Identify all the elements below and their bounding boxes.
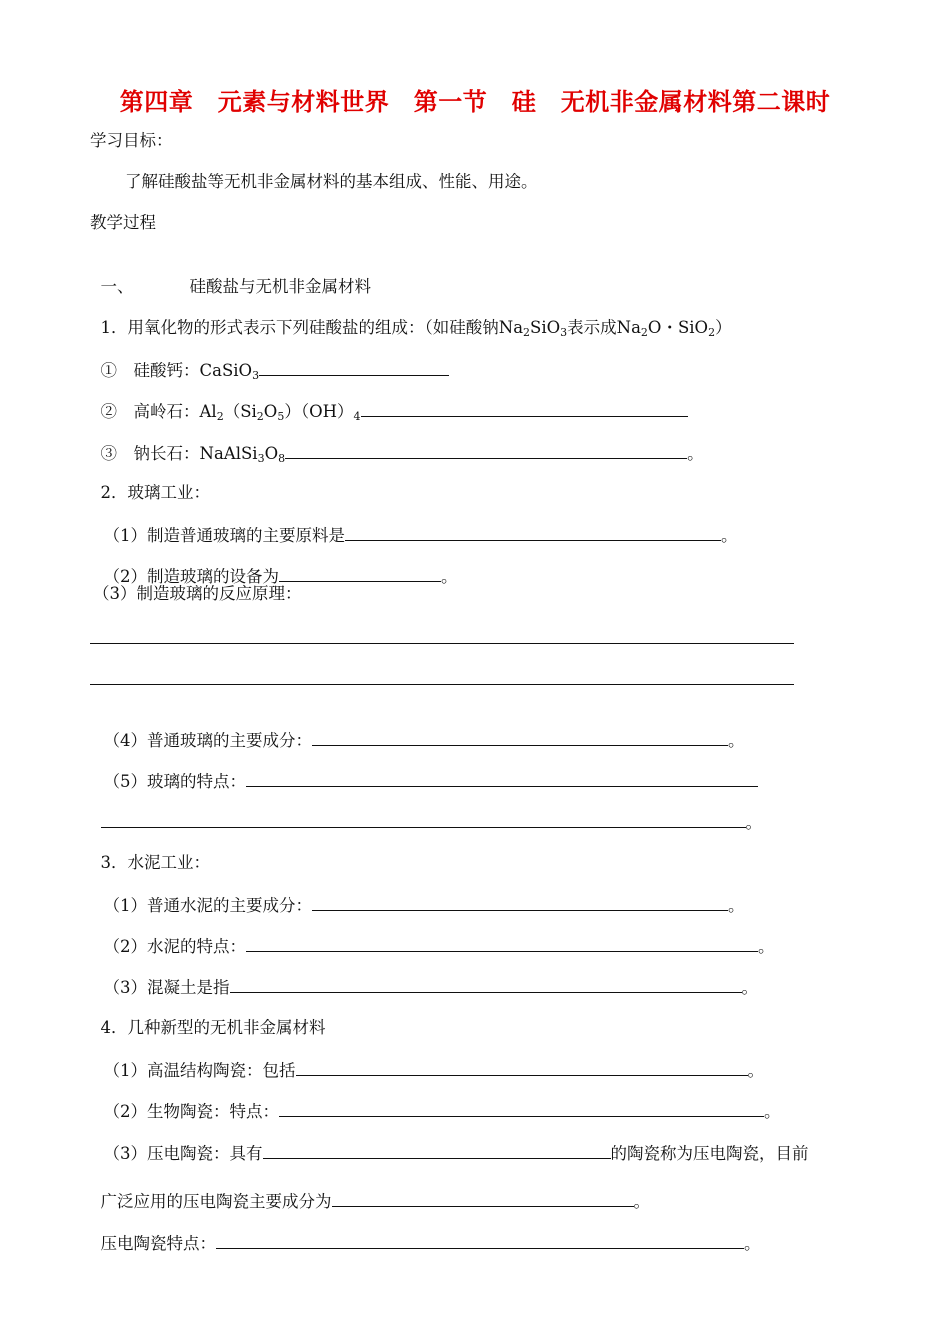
glass-features-blank-2[interactable] <box>101 810 746 828</box>
circled-number-1: ① <box>100 361 117 380</box>
question-4-heading <box>90 995 326 1039</box>
glass-composition-blank[interactable] <box>312 728 728 746</box>
glass-equipment-blank[interactable] <box>279 564 441 582</box>
circled-number-3: ③ <box>100 444 117 463</box>
objectives-heading: 学习目标： <box>90 131 173 150</box>
answer-blank-3[interactable] <box>285 441 687 459</box>
section-one-heading <box>90 254 371 298</box>
concrete-definition-blank[interactable] <box>230 975 742 993</box>
example-oxides: $Na_2O$・SiO$_2$） <box>616 318 732 339</box>
section-one-number: 一、 <box>100 277 134 296</box>
formula-kaolinite: $Al_2(Si_2O_5)(OH)_4$ <box>199 402 361 423</box>
formula-calcium-silicate: CaSiO$_3$ <box>199 361 260 382</box>
question-1-prompt <box>90 295 732 339</box>
formula-albite: $NaAlSi_3O_8$ <box>199 444 286 465</box>
question-3-heading <box>90 830 210 874</box>
glass-features-blank[interactable] <box>246 769 758 787</box>
question-4-number: 4． <box>100 1018 128 1037</box>
circled-number-2: ② <box>100 402 117 421</box>
glass-raw-materials-blank[interactable] <box>345 523 721 541</box>
cement-item-3: （3）混凝土是指 。 <box>93 953 758 999</box>
answer-blank-1[interactable] <box>259 358 449 376</box>
question-2-number: 2． <box>100 483 128 502</box>
cement-features-blank[interactable] <box>246 934 758 952</box>
ceramic-item-2: （2）生物陶瓷：特点： 。 <box>93 1077 781 1123</box>
process-heading: 教学过程 <box>90 213 156 232</box>
question-1-number: 1． <box>100 318 128 337</box>
section-one-title: 硅酸盐与无机非金属材料 <box>189 277 371 296</box>
question-1-item-3: ③ 钠长石：$NaAlSi_3O_8$ 。 <box>90 419 704 465</box>
glass-item-5: （5）玻璃的特点： <box>93 747 758 793</box>
piezo-composition-blank[interactable] <box>332 1189 634 1207</box>
cement-composition-blank[interactable] <box>312 893 728 911</box>
piezo-composition-line: 广泛应用的压电陶瓷主要成分为 。 <box>90 1167 650 1213</box>
glass-item-1: （1）制造普通玻璃的主要原料是 。 <box>93 501 738 547</box>
objectives-text: 了解硅酸盐等无机非金属材料的基本组成、性能、用途。 <box>125 172 538 191</box>
piezo-property-blank[interactable] <box>263 1141 611 1159</box>
question-1-item-1: ① 硅酸钙：CaSiO$_3$ <box>90 336 449 382</box>
question-1-item-2: ② 高岭石：$Al_2(Si_2O_5)(OH)_4$ <box>90 377 688 423</box>
question-2-heading <box>90 460 210 504</box>
glass-item-3: （3）制造玻璃的反应原理： <box>93 584 302 603</box>
cement-item-2: （2）水泥的特点： 。 <box>93 912 775 958</box>
question-1-text: 用氧化物的形式表示下列硅酸盐的组成：（如硅酸钠 <box>127 318 499 337</box>
example-formula: $Na_2SiO_3$ <box>498 318 568 339</box>
example-mid-text: 表示成 <box>567 318 617 337</box>
ceramic-item-1: （1）高温结构陶瓷：包括 。 <box>93 1036 764 1082</box>
high-temp-ceramic-blank[interactable] <box>296 1058 748 1076</box>
glass-reaction-blank-line-2[interactable] <box>90 684 794 685</box>
question-2-title: 玻璃工业： <box>127 483 210 502</box>
glass-item-2: （2）制造玻璃的设备为 。 <box>93 542 458 588</box>
piezo-features-line: 压电陶瓷特点： 。 <box>90 1209 761 1255</box>
piezo-features-blank[interactable] <box>216 1231 744 1249</box>
bio-ceramic-blank[interactable] <box>279 1099 764 1117</box>
glass-reaction-blank-line-1[interactable] <box>90 643 794 644</box>
question-3-title: 水泥工业： <box>127 853 210 872</box>
glass-features-continuation: 。 <box>90 788 762 834</box>
page-title: 第四章 元素与材料世界 第一节 硅 无机非金属材料第二课时 <box>119 88 831 116</box>
question-4-title: 几种新型的无机非金属材料 <box>127 1018 326 1037</box>
glass-item-4: （4）普通玻璃的主要成分： 。 <box>93 706 745 752</box>
question-3-number: 3． <box>100 853 128 872</box>
cement-item-1: （1）普通水泥的主要成分： 。 <box>93 871 745 917</box>
answer-blank-2[interactable] <box>361 399 688 417</box>
ceramic-item-3: （3）压电陶瓷：具有 的陶瓷称为压电陶瓷，目前 <box>93 1119 809 1165</box>
